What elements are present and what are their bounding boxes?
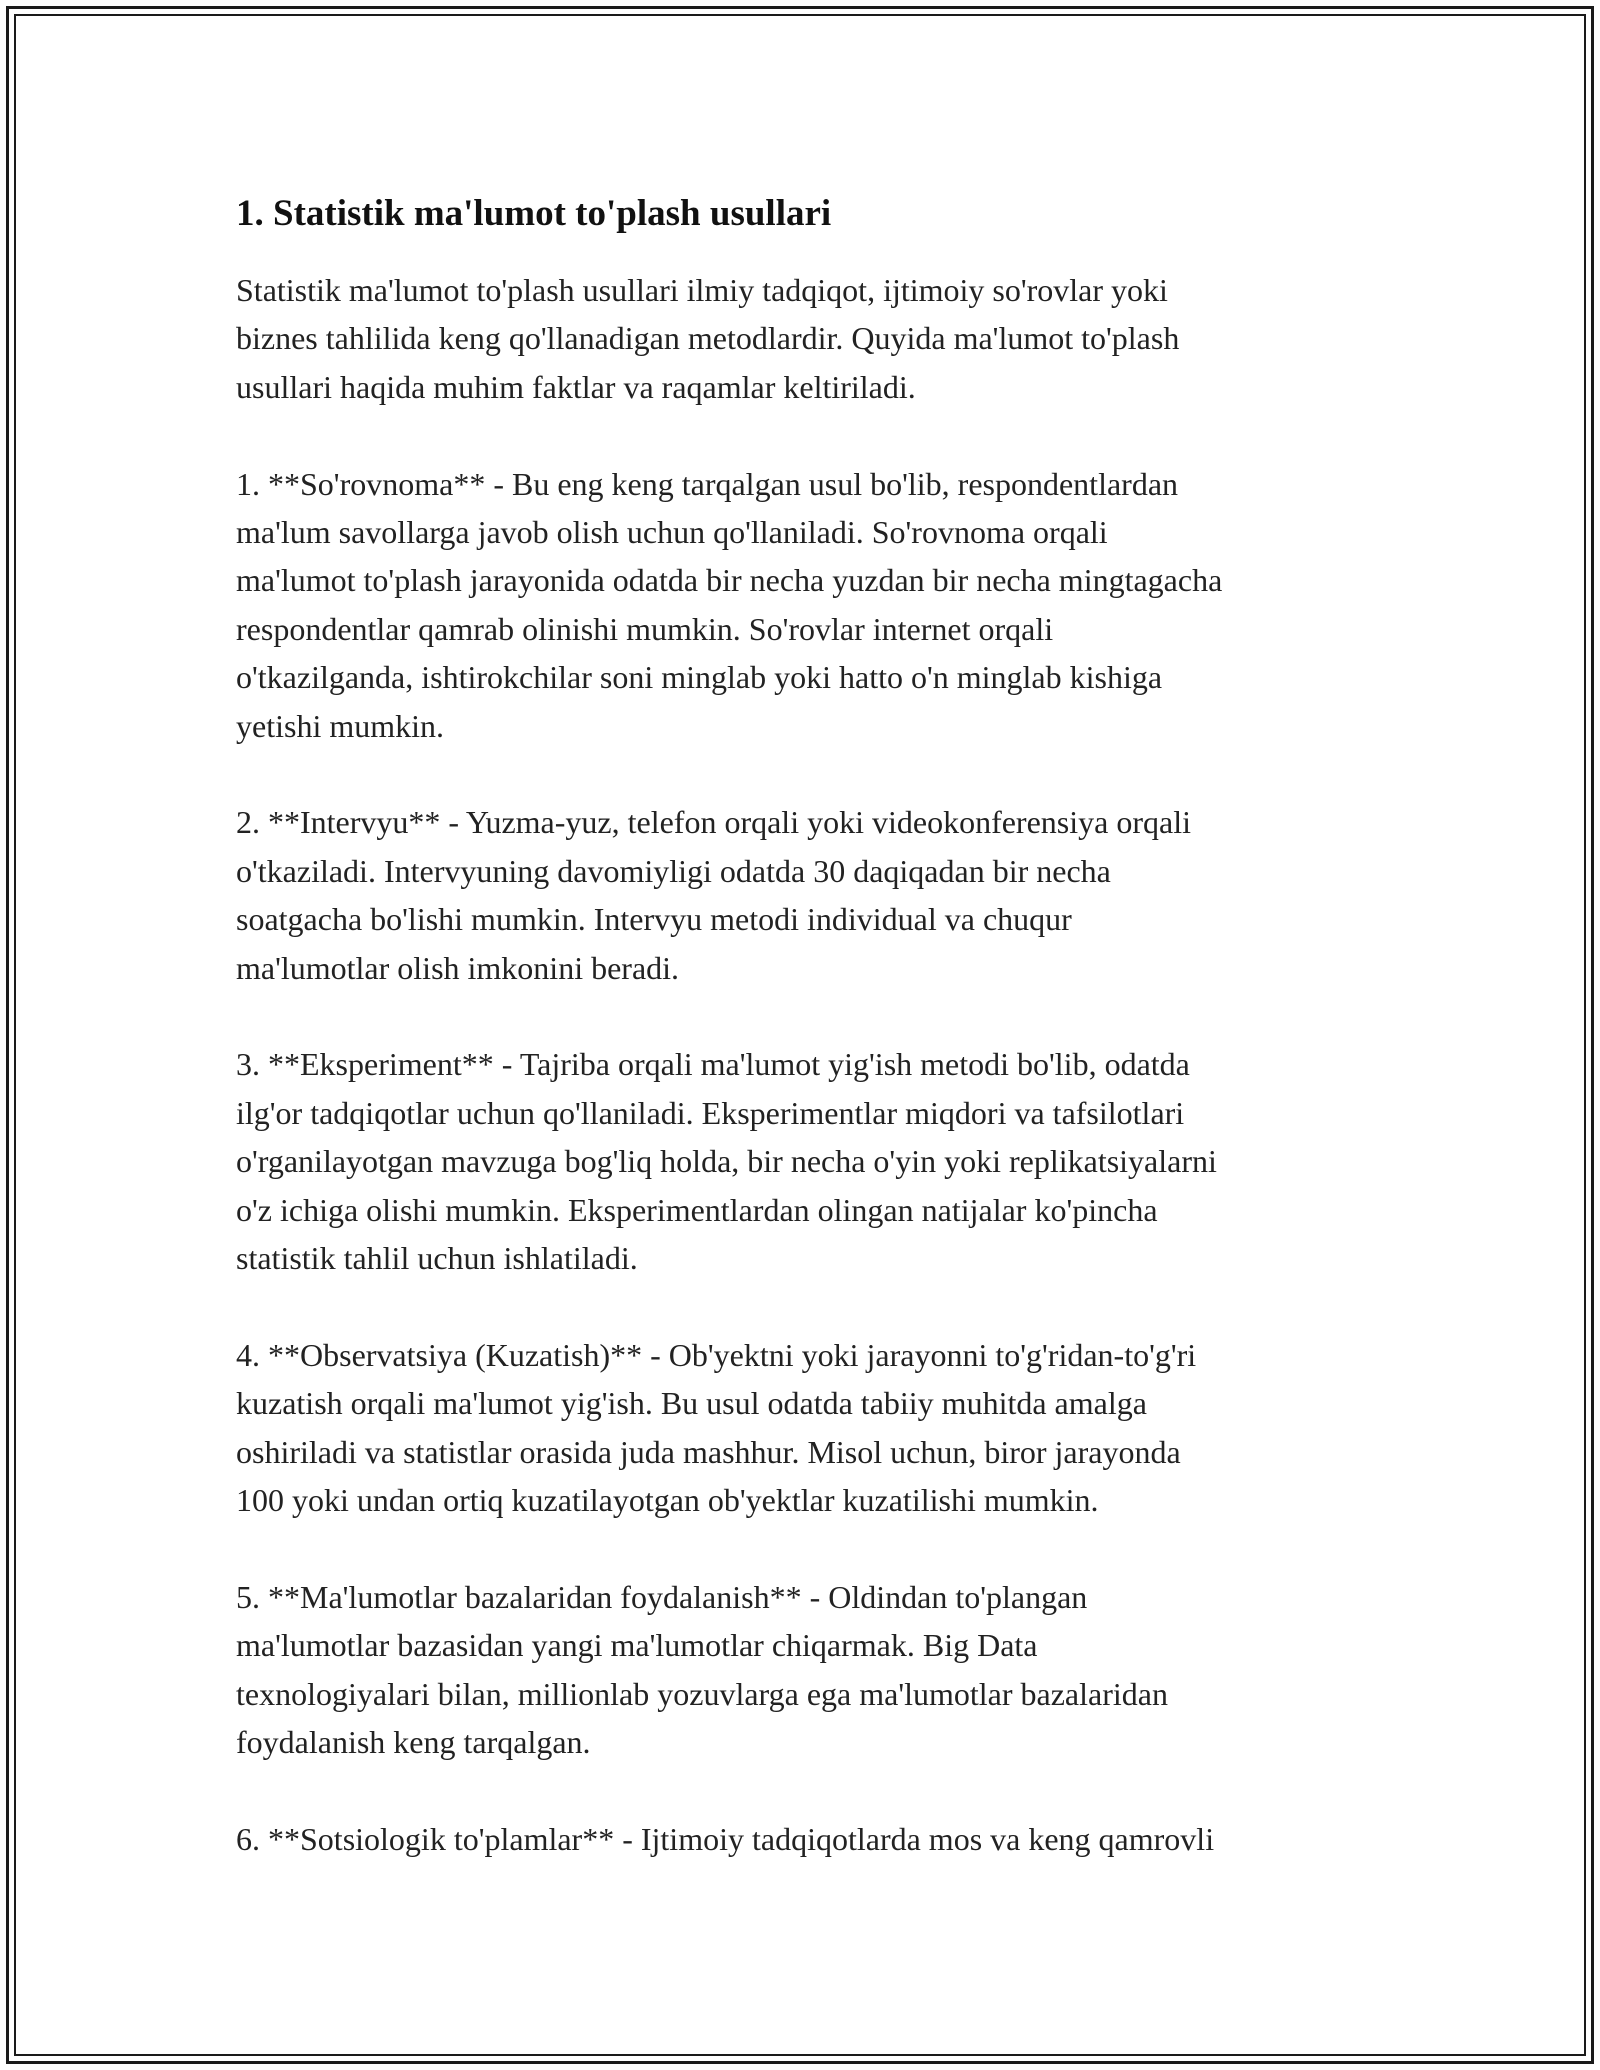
item-paragraph-experiments: 3. **Eksperiment** - Tajriba orqali ma'lumot yig'ish metodi bo'lib, odatda ilg'or tadqiqotlar uchun qo'llaniladi. Eksperimentlar miqdori va tafsilotlari o'rganilayotgan mavzuga bog'liq holda, bir necha o'yin yoki replikatsiyalarni o'z ichiga olishi mumkin. Eksperimentlardan olingan natijalar ko'pincha statistik tahlil uchun ishlatiladi. — [236, 1046, 1217, 1277]
document-title: 1. Statistik ma'lumot to'plash usullari — [236, 193, 832, 234]
item-paragraph-interviews: 2. **Intervyu** - Yuzma-yuz, telefon orqali yoki videokonferensiya orqali o'tkaziladi. Intervyuning davomiyligi odatda 30 daqiqadan bir necha soatgacha bo'lishi mumkin. Intervyu metodi individual va chuqur ma'lumotlar olish imkonini beradi. — [236, 804, 1191, 986]
item-paragraph-observation: 4. **Observatsiya (Kuzatish)** - Ob'yektni yoki jarayonni to'g'ridan-to'g'ri kuzatish orqali ma'lumot yig'ish. Bu usul odatda tabiiy muhitda amalga oshiriladi va statistlar orasida juda mashhur. Misol uchun, biror jarayonda 100 yoki undan ortiq kuzatilayotgan ob'yektlar kuzatilishi mumkin. — [236, 1336, 1197, 1519]
item-paragraph-sociological: 6. **Sotsiologik to'plamlar** - Ijtimoiy tadqiqotlarda mos va keng qamrovli — [236, 1820, 1215, 1857]
document-body — [236, 186, 1396, 1912]
item-paragraph-surveys: 1. **So'rovnoma** - Bu eng keng tarqalgan usul bo'lib, respondentlardan ma'lum savollarga javob olish uchun qo'llaniladi. So'rovnoma orqali ma'lumot to'plash jarayonida odatda bir necha yuzdan bir necha mingtagacha respondentlar qamrab olinishi mumkin. So'rovlar internet orqali o'tkazilganda, ishtirokchilar soni minglab yoki hatto o'n minglab kishiga yetishi mumkin. — [236, 465, 1223, 744]
item-paragraph-databases: 5. **Ma'lumotlar bazalaridan foydalanish** - Oldindan to'plangan ma'lumotlar bazasidan yangi ma'lumotlar chiqarmak. Big Data texnologiyalari bilan, millionlab yozuvlarga ega ma'lumotlar bazalaridan foydalanish keng tarqalgan. — [236, 1578, 1168, 1761]
intro-paragraph: Statistik ma'lumot to'plash usullari ilmiy tadqiqot, ijtimoiy so'rovlar yoki biznes tahlilida keng qo'llanadigan metodlardir. Quyida ma'lumot to'plash usullari haqida muhim faktlar va raqamlar keltiriladi. — [236, 272, 1180, 405]
